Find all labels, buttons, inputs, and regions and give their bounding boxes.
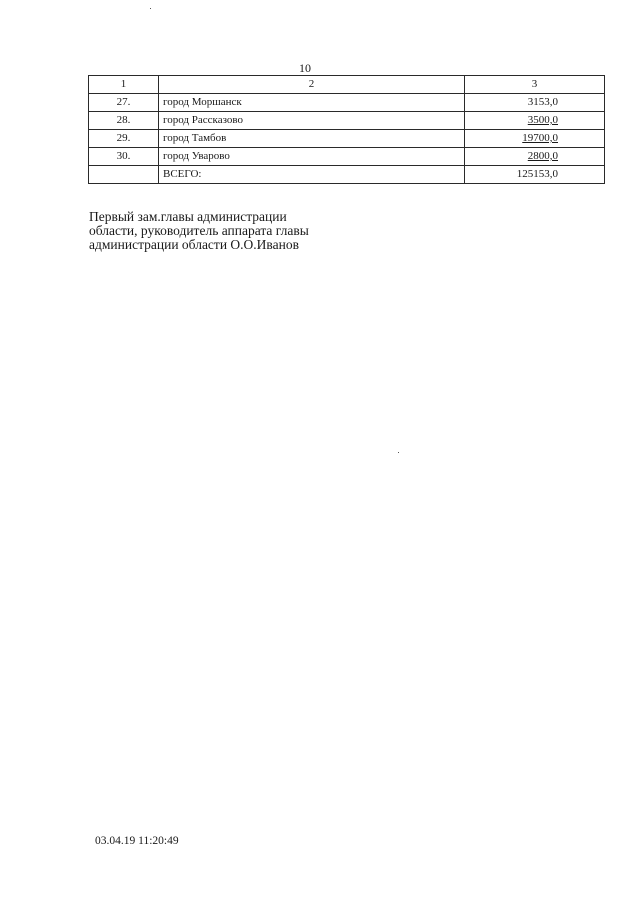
signature-block [89,210,309,252]
table-row [89,148,605,166]
total-empty-cell [89,166,159,184]
row-value: 19700,0 [465,130,605,148]
row-city: город Рассказово [159,112,465,130]
scan-speck [150,8,151,9]
row-city: город Моршанск [159,94,465,112]
signature-line-2: области, руководитель аппарата главы [89,223,309,238]
column-header-3: 3 [465,76,605,94]
total-value: 125153,0 [465,166,605,184]
table-row [89,112,605,130]
signature-line-3: администрации области О.О.Иванов [89,237,299,252]
signature-line-1: Первый зам.главы администрации [89,209,287,224]
table-total-row [89,166,605,184]
page-number: 10 [299,61,311,75]
row-number: 27. [89,94,159,112]
column-header-2: 2 [159,76,465,94]
table-row [89,130,605,148]
row-number: 28. [89,112,159,130]
allocation-table [88,75,605,184]
print-timestamp: 03.04.19 11:20:49 [95,835,179,847]
total-label: ВСЕГО: [159,166,465,184]
row-value: 3500,0 [465,112,605,130]
row-number: 29. [89,130,159,148]
table-header-row [89,76,605,94]
row-city: город Уварово [159,148,465,166]
row-value: 3153,0 [465,94,605,112]
row-value: 2800,0 [465,148,605,166]
scan-speck [398,452,399,453]
column-header-1: 1 [89,76,159,94]
row-city: город Тамбов [159,130,465,148]
table-row [89,94,605,112]
row-number: 30. [89,148,159,166]
